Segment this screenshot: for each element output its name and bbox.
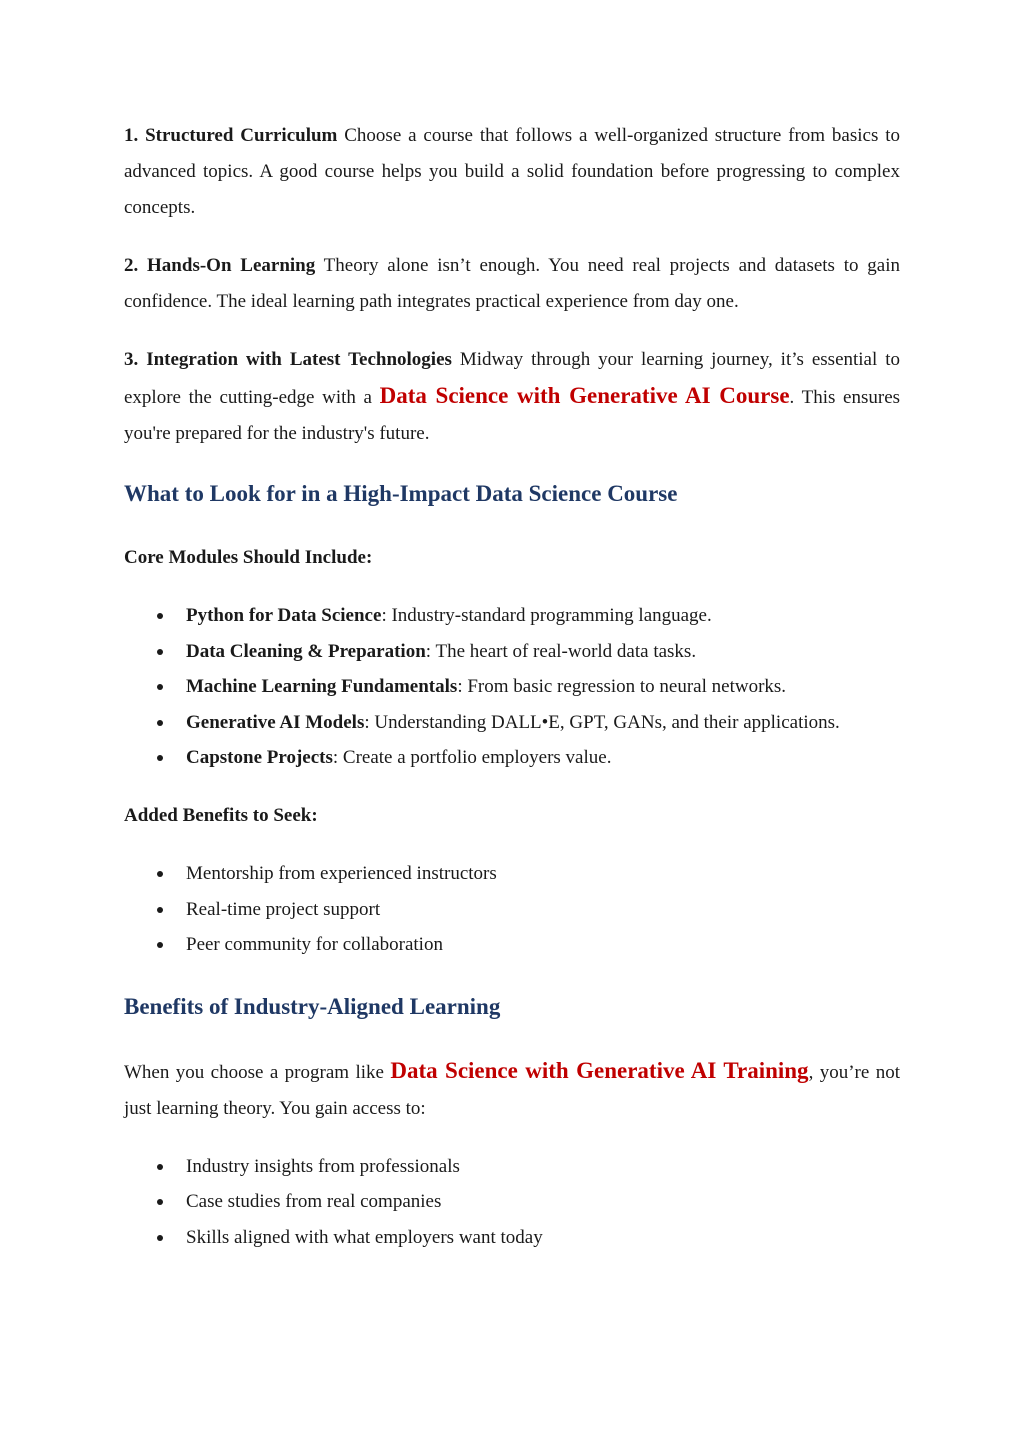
item-text: : From basic regression to neural networks. xyxy=(457,676,787,698)
list-item xyxy=(124,669,900,705)
item-title: 2. Hands-On Learning xyxy=(124,255,316,276)
item-text: Peer community for collaboration xyxy=(186,934,443,956)
item-text: , you’re not just learning theory. You gain access to: xyxy=(124,1061,900,1119)
item-text: Skills aligned with what employers want today xyxy=(186,1226,543,1248)
item-title: Capstone Projects xyxy=(186,747,333,769)
list-item xyxy=(124,856,900,892)
item-text: Choose a course that follows a well-organized structure from basics to advanced topics. A good course helps you build a solid foundation before progressing to complex concepts. xyxy=(124,125,900,218)
bullet-icon xyxy=(157,1235,163,1241)
bullet-icon xyxy=(157,907,163,913)
list-item xyxy=(124,1149,900,1185)
item-title: 1. Structured Curriculum xyxy=(124,125,338,146)
item-text: . This ensures you're prepared for the industry's future. xyxy=(124,387,901,444)
bullet-icon xyxy=(157,871,163,877)
item-text: Case studies from real companies xyxy=(186,1191,442,1213)
bullet-icon xyxy=(157,1199,163,1205)
list-item xyxy=(124,927,900,963)
item-text: Theory alone isn’t enough. You need real projects and datasets to gain confidence. The ideal learning path integrates practical experience from day one. xyxy=(124,255,900,312)
heading-industry-aligned: Benefits of Industry-Aligned Learning xyxy=(124,993,501,1019)
item-text: When you choose a program like xyxy=(124,1061,391,1083)
item-title: Machine Learning Fundamentals xyxy=(186,676,458,698)
list-item xyxy=(124,1220,900,1256)
item-title: Data Cleaning & Preparation xyxy=(186,640,426,662)
heading-high-impact-course: What to Look for in a High-Impact Data Science Course xyxy=(124,481,678,506)
core-modules-list xyxy=(124,598,900,776)
item-title: 3. Integration with Latest Technologies xyxy=(124,349,452,370)
training-link[interactable]: Data Science with Generative AI Training xyxy=(390,1057,809,1083)
paragraph-hands-on-learning xyxy=(124,248,900,320)
heading-core-modules: Core Modules Should Include: xyxy=(124,547,373,568)
bullet-icon xyxy=(157,684,163,690)
item-text: Midway through your learning journey, it’s essential to explore the cutting-edge with a xyxy=(124,349,900,408)
bullet-icon xyxy=(157,942,163,948)
item-text: Mentorship from experienced instructors xyxy=(186,862,497,884)
heading-added-benefits: Added Benefits to Seek: xyxy=(124,804,318,826)
list-item xyxy=(124,1184,900,1220)
paragraph-integration-technologies xyxy=(124,342,900,452)
list-item xyxy=(124,705,900,741)
list-item xyxy=(124,634,900,670)
bullet-icon xyxy=(157,649,163,655)
paragraph-program xyxy=(124,1053,900,1127)
bullet-icon xyxy=(157,613,163,619)
bullet-icon xyxy=(157,1164,163,1170)
list-item xyxy=(124,892,900,928)
bullet-icon xyxy=(157,720,163,726)
access-list xyxy=(124,1149,900,1256)
item-text: Real-time project support xyxy=(186,898,381,920)
item-title: Generative AI Models xyxy=(186,711,365,733)
item-text: : Understanding DALL•E, GPT, GANs, and their applications. xyxy=(364,711,840,733)
item-text: : The heart of real-world data tasks. xyxy=(425,640,697,662)
page-content xyxy=(124,118,900,1256)
item-text: : Industry-standard programming language. xyxy=(381,605,712,626)
bullet-icon xyxy=(157,755,163,761)
benefits-list xyxy=(124,856,900,963)
item-title: Python for Data Science xyxy=(186,605,382,626)
list-item xyxy=(124,740,900,776)
list-item xyxy=(124,598,900,634)
item-text: Industry insights from professionals xyxy=(186,1155,460,1177)
item-text: : Create a portfolio employers value. xyxy=(332,747,612,769)
course-link[interactable]: Data Science with Generative AI Course xyxy=(379,383,790,408)
paragraph-structured-curriculum xyxy=(124,118,900,226)
